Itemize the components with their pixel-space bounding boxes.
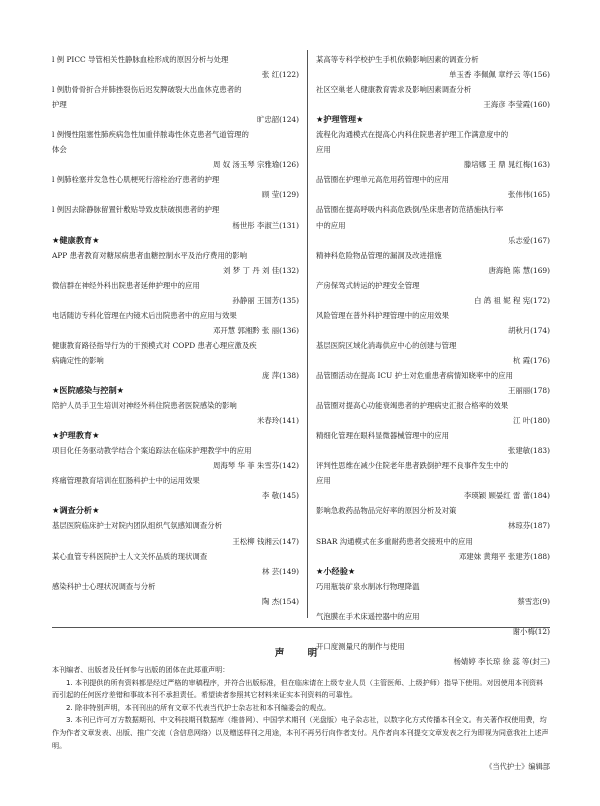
toc-section-heading [52, 428, 299, 443]
toc-entry[interactable] [52, 248, 299, 278]
toc-entry-title: 疼痛管理教育培训在肛肠科护士中的运用效果 [52, 476, 200, 486]
toc-section-heading [52, 233, 299, 248]
star-icon: ★ [52, 234, 60, 245]
toc-entry-title: 电话随访专科化管理在内镜术后出院患者中的应用与效果 [52, 310, 237, 320]
star-icon: ★ [356, 114, 364, 125]
toc-entry-author-page: 庞 萍(138) [261, 370, 299, 380]
toc-entry-title: l 例肺栓塞并发急性心肌梗死行溶栓治疗患者的护理 [52, 175, 220, 185]
toc-entry[interactable] [52, 82, 299, 127]
toc-entry-title: 品管圈活动在提高 ICU 护士对危重患者病情知晓率中的应用 [316, 370, 513, 380]
toc-entry-author-page: 林琼芬(187) [507, 521, 550, 531]
star-icon: ★ [52, 385, 60, 396]
toc-entry[interactable] [316, 248, 550, 278]
declaration-item-2: 2. 除非特别声明，本刊刊出的所有文章不代表当代护士杂志社和本刊编委会的观点。 [66, 702, 331, 712]
toc-entry-author-page: 蔡雪恋(9) [517, 596, 550, 606]
toc-entry-title: 品管圈在提高呼吸内科高危跌倒/坠床患者防范措施执行率 [316, 205, 504, 215]
toc-entry-title: 陪护人员手卫生培训对神经外科住院患者医院感染的影响 [52, 401, 237, 411]
toc-entry-title: 微信群在神经外科出院患者延伸护理中的应用 [52, 280, 200, 290]
toc-entry-author-page: 王海彦 李莹霞(160) [483, 100, 550, 110]
toc-entry[interactable] [52, 202, 299, 232]
toc-entry-title: 某心血管专科医院护士人文关怀品质的现状调查 [52, 551, 208, 561]
toc-entry-title: 精神科危险物品管理的漏洞及改进措施 [316, 250, 442, 260]
toc-entry-title: 病确定性的影响 [52, 355, 104, 365]
toc-entry[interactable] [316, 127, 550, 172]
toc-entry-title: 感染科护士心理状况调查与分析 [52, 581, 156, 591]
toc-entry-title: 项目化任务驱动教学结合个案追踪法在临床护理教学中的应用 [52, 446, 252, 456]
toc-entry[interactable] [316, 338, 550, 368]
section-title: 健康教育 [59, 234, 93, 245]
toc-entry[interactable] [52, 579, 299, 609]
toc-section-heading [316, 112, 550, 127]
toc-entry-author-page: 唐海艳 陈 慧(169) [488, 265, 550, 275]
toc-entry[interactable] [52, 52, 299, 82]
toc-entry-author-page: 张 红(122) [261, 70, 299, 80]
toc-entry-title: SBAR 沟通模式在多重耐药患者交接班中的应用 [316, 536, 473, 546]
toc-entry[interactable] [316, 458, 550, 503]
toc-entry[interactable] [316, 368, 550, 398]
toc-entry-title: 品管圈对提高心功能衰竭患者的护理病史汇报合格率的效果 [316, 401, 509, 411]
star-icon: ★ [52, 505, 60, 516]
toc-entry-author-page: 白 鸽 祖 妮 程 宪(172) [474, 295, 550, 305]
star-icon: ★ [92, 505, 100, 516]
toc-entry-title: 产房保驾式转运的护理安全管理 [316, 280, 420, 290]
toc-entry-title: 中的应用 [316, 220, 346, 230]
section-title: 小经验 [323, 565, 348, 576]
star-icon: ★ [52, 430, 60, 441]
toc-entry-author-page: 杨世彤 李淑兰(131) [232, 220, 299, 230]
toc-right-column [316, 52, 550, 669]
declaration-intro: 本刊编者、出版者及任何参与出版的团体在此郑重声明： [52, 665, 230, 674]
toc-entry[interactable] [52, 338, 299, 383]
toc-entry[interactable] [52, 398, 299, 428]
toc-entry[interactable] [316, 82, 550, 112]
star-icon: ★ [316, 114, 324, 125]
toc-entry-author-page: 顾 莹(129) [261, 190, 299, 200]
declaration [52, 634, 550, 772]
toc-entry[interactable] [316, 202, 550, 247]
toc-entry-title: 应用 [316, 145, 331, 155]
toc-entry[interactable] [52, 278, 299, 308]
toc-entry-author-page: 旷忠韶(124) [256, 115, 299, 125]
toc-entry-title: l 例慢性阻塞性肺疾病急性加重伴脓毒性休克患者气道管理的 [52, 130, 249, 140]
toc-entry-title: 气泡膜在手术床遥控器中的应用 [316, 611, 420, 621]
toc-entry-author-page: 周 奴 汤玉琴 宗雅瑜(126) [212, 160, 299, 170]
toc-entry[interactable] [316, 428, 550, 458]
toc-entry-title: 评判性思维在减少住院老年患者跌倒护理不良事件发生中的 [316, 461, 509, 471]
toc-entry-author-page: 江 叶(180) [512, 416, 550, 426]
star-icon: ★ [92, 234, 100, 245]
toc-entry-title: 影响急救药品物品完好率的原因分析及对策 [316, 506, 457, 516]
toc-section-heading [316, 564, 550, 579]
toc-entry-author-page: 张建敏(183) [507, 446, 550, 456]
toc-entry-author-page: 乐志爱(167) [507, 235, 550, 245]
toc-entry-title: 健康教育路径指导行为的干预模式对 COPD 患者心理应激及疾 [52, 340, 257, 350]
toc-section-heading [52, 383, 299, 398]
toc-entry[interactable] [316, 398, 550, 428]
toc-entry-author-page: 米春玲(141) [256, 416, 299, 426]
toc-entry-author-page: 杭 霞(176) [512, 355, 550, 365]
declaration-item-1: 1. 本刊提供的所有资料都是经过严格的审稿程序，并符合出版标准，但在临床请在上级专业人员（主管医师、上级护师）指导下使用。对因使用本刊资料而引起的任何医疗差错和事故本刊不承担责任。希望读者参照其它材料来证实本刊资料的可靠性。 [52, 677, 544, 700]
toc-entry[interactable] [316, 172, 550, 202]
toc-entry-title: 品管圈在护理单元高危用药管理中的应用 [316, 175, 450, 185]
star-icon: ★ [116, 385, 125, 396]
section-title: 护理教育 [59, 430, 93, 441]
toc-section-heading [52, 503, 299, 518]
star-icon: ★ [92, 430, 100, 441]
toc-entry-author-page: 刘 梦 丁 丹 刘 佳(132) [223, 265, 299, 275]
toc-entry-author-page: 邓开慧 郭湘黔 张 丽(136) [212, 325, 299, 335]
toc-entry[interactable] [52, 518, 299, 548]
section-title: 调查分析 [59, 505, 93, 516]
star-icon: ★ [347, 565, 356, 576]
toc-entry-author-page: 王松柳 钱湘云(147) [232, 536, 299, 546]
section-divider [52, 627, 550, 628]
declaration-signature: 《当代护士》编辑部 [485, 762, 550, 772]
toc-entry-author-page: 王丽丽(178) [507, 386, 550, 396]
toc-entry[interactable] [52, 308, 299, 338]
toc-entry-title: 社区空巢老人健康教育需求及影响因素调查分析 [316, 85, 472, 95]
toc-entry-author-page: 张伟伟(165) [507, 190, 550, 200]
section-title: 医院感染与控制 [59, 385, 117, 396]
toc-left-column [52, 52, 299, 609]
toc-entry-author-page: 单玉香 李佩佩 章纾云 等(156) [449, 70, 550, 80]
toc-entry-title: 护理 [52, 100, 67, 110]
toc-entry[interactable] [52, 172, 299, 202]
toc-entry-title: APP 患者教育对糖尿病患者血糖控制水平及治疗费用的影响 [52, 250, 248, 260]
toc-entry-title: 流程化沟通模式在提高心内科住院患者护理工作满意度中的 [316, 130, 509, 140]
toc-entry-author-page: 邓建妹 黄翔平 张建芳(188) [458, 551, 550, 561]
toc-entry-author-page: 李瑛颖 顾晏红 雷 蕾(184) [463, 491, 550, 501]
toc-entry[interactable] [52, 127, 299, 172]
toc-entry[interactable] [316, 503, 550, 533]
toc-entry-title: l 例肋骨骨折合并肺挫裂伤后迟发脾破裂大出血休克患者的 [52, 85, 242, 95]
toc-entry[interactable] [316, 579, 550, 609]
toc-entry[interactable] [52, 473, 299, 503]
toc-entry-author-page: 陶 杰(154) [261, 596, 299, 606]
toc-entry[interactable] [316, 308, 550, 338]
toc-entry[interactable] [52, 549, 299, 579]
toc-entry-title: l 例因去除静脉留置针敷贴导致皮肤破损患者的护理 [52, 205, 220, 215]
toc-entry-title: 巧用瓶装矿泉水制冰行物理降温 [316, 581, 420, 591]
toc-entry[interactable] [52, 443, 299, 473]
section-title: 护理管理 [323, 114, 357, 125]
toc-entry-title: 基层医院临床护士对院内团队组织气氛感知调查分析 [52, 521, 222, 531]
toc-entry-title: 某高等专科学校护生手机依赖影响因素的调查分析 [316, 55, 479, 64]
toc-entry[interactable] [316, 52, 550, 82]
toc-entry-title: 风险管理在普外科护理管理中的应用效果 [316, 310, 450, 320]
column-divider [307, 50, 308, 618]
declaration-item-3: 3. 本刊已许可万方数据期刊、中文科技期刊数据库（维普网）、中国学术期刊（光盘版）电子杂志社，以数字化方式传播本刊全文。有关著作权使用费，均作为作者文章发表、出版、推广交流（含信息网络）以及赠送样刊之用途，本刊不再另行向作者支付。凡作者向本刊提交文章发表之行为即视为同意我社上述声明。 [52, 715, 549, 750]
toc-entry-title: 体会 [52, 145, 67, 155]
toc-entry-author-page: 胡秋月(174) [507, 325, 550, 335]
toc-entry-title: l 例 PICC 导管相关性静脉血栓形成的原因分析与处理 [52, 55, 229, 64]
toc-entry-author-page: 滕培娜 王 鼎 晁红梅(163) [463, 160, 550, 170]
toc-entry-title: 应用 [316, 476, 331, 486]
toc-entry-title: 开口度测量尺的制作与使用 [316, 641, 405, 651]
toc-entry-title: 精细化管理在眼科显微器械管理中的应用 [316, 431, 450, 441]
star-icon: ★ [316, 565, 324, 576]
toc-entry[interactable] [316, 278, 550, 308]
toc-entry-title: 基层医院区域化消毒供应中心的创建与管理 [316, 340, 457, 350]
toc-entry-author-page: 杨婧婷 李长琼 徐 蕊 等(封三) [453, 656, 550, 666]
toc-entry-author-page: 李 敬(145) [261, 491, 299, 501]
toc-entry-author-page: 谢小梅(12) [512, 626, 550, 636]
declaration-title: 声 明 [274, 648, 328, 659]
toc-entry[interactable] [316, 534, 550, 564]
toc-entry-author-page: 孙静丽 王国芳(135) [232, 295, 299, 305]
toc-entry-author-page: 周海琴 华 菲 朱雪芬(142) [212, 461, 299, 471]
toc-entry-author-page: 林 芸(149) [261, 566, 299, 576]
